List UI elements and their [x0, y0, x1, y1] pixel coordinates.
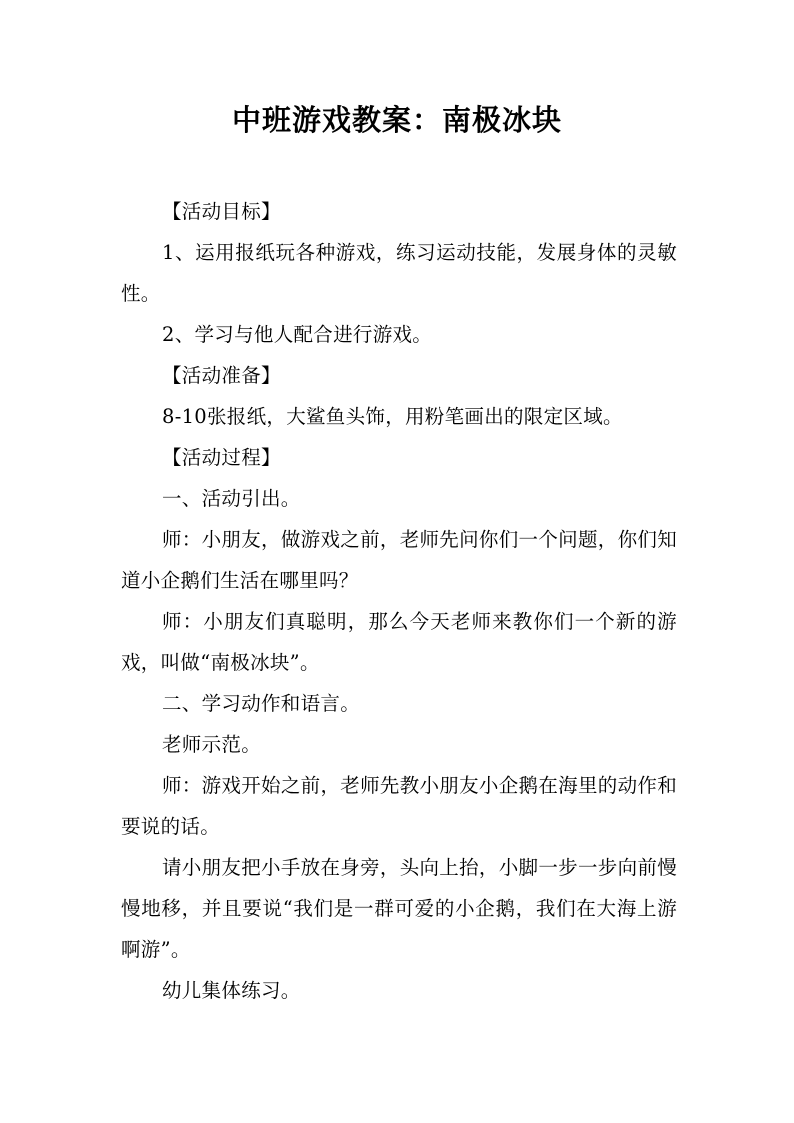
paragraph: 幼儿集体练习。	[162, 979, 301, 1002]
document-title: 中班游戏教案：南极冰块	[231, 103, 562, 137]
section-heading-process: 【活动过程】	[162, 446, 281, 469]
process-step-2-heading: 二、学习动作和语言。	[162, 692, 361, 715]
section-heading-preparation: 【活动准备】	[162, 364, 281, 387]
teacher-line: 师：小朋友，做游戏之前，老师先问你们一个问题，你们知道小企鹅们生活在哪里吗？	[121, 528, 677, 592]
goal-item-1: 1、运用报纸玩各种游戏，练习运动技能，发展身体的灵敏性。	[121, 241, 677, 305]
preparation-text: 8-10张报纸，大鲨鱼头饰，用粉笔画出的限定区域。	[162, 405, 623, 428]
paragraph: 请小朋友把小手放在身旁，头向上抬，小脚一步一步向前慢慢地移，并且要说“我们是一群可爱的小企鹅，我们在大海上游啊游”。	[121, 856, 677, 961]
goal-item-2: 2、学习与他人配合进行游戏。	[162, 323, 433, 346]
teacher-line: 师：小朋友们真聪明，那么今天老师来教你们一个新的游戏，叫做“南极冰块”。	[121, 610, 677, 674]
section-heading-goals: 【活动目标】	[162, 200, 281, 223]
process-step-1-heading: 一、活动引出。	[162, 487, 301, 510]
paragraph: 老师示范。	[162, 733, 262, 756]
teacher-line: 师：游戏开始之前，老师先教小朋友小企鹅在海里的动作和要说的话。	[121, 774, 677, 838]
document-body	[121, 191, 677, 1011]
